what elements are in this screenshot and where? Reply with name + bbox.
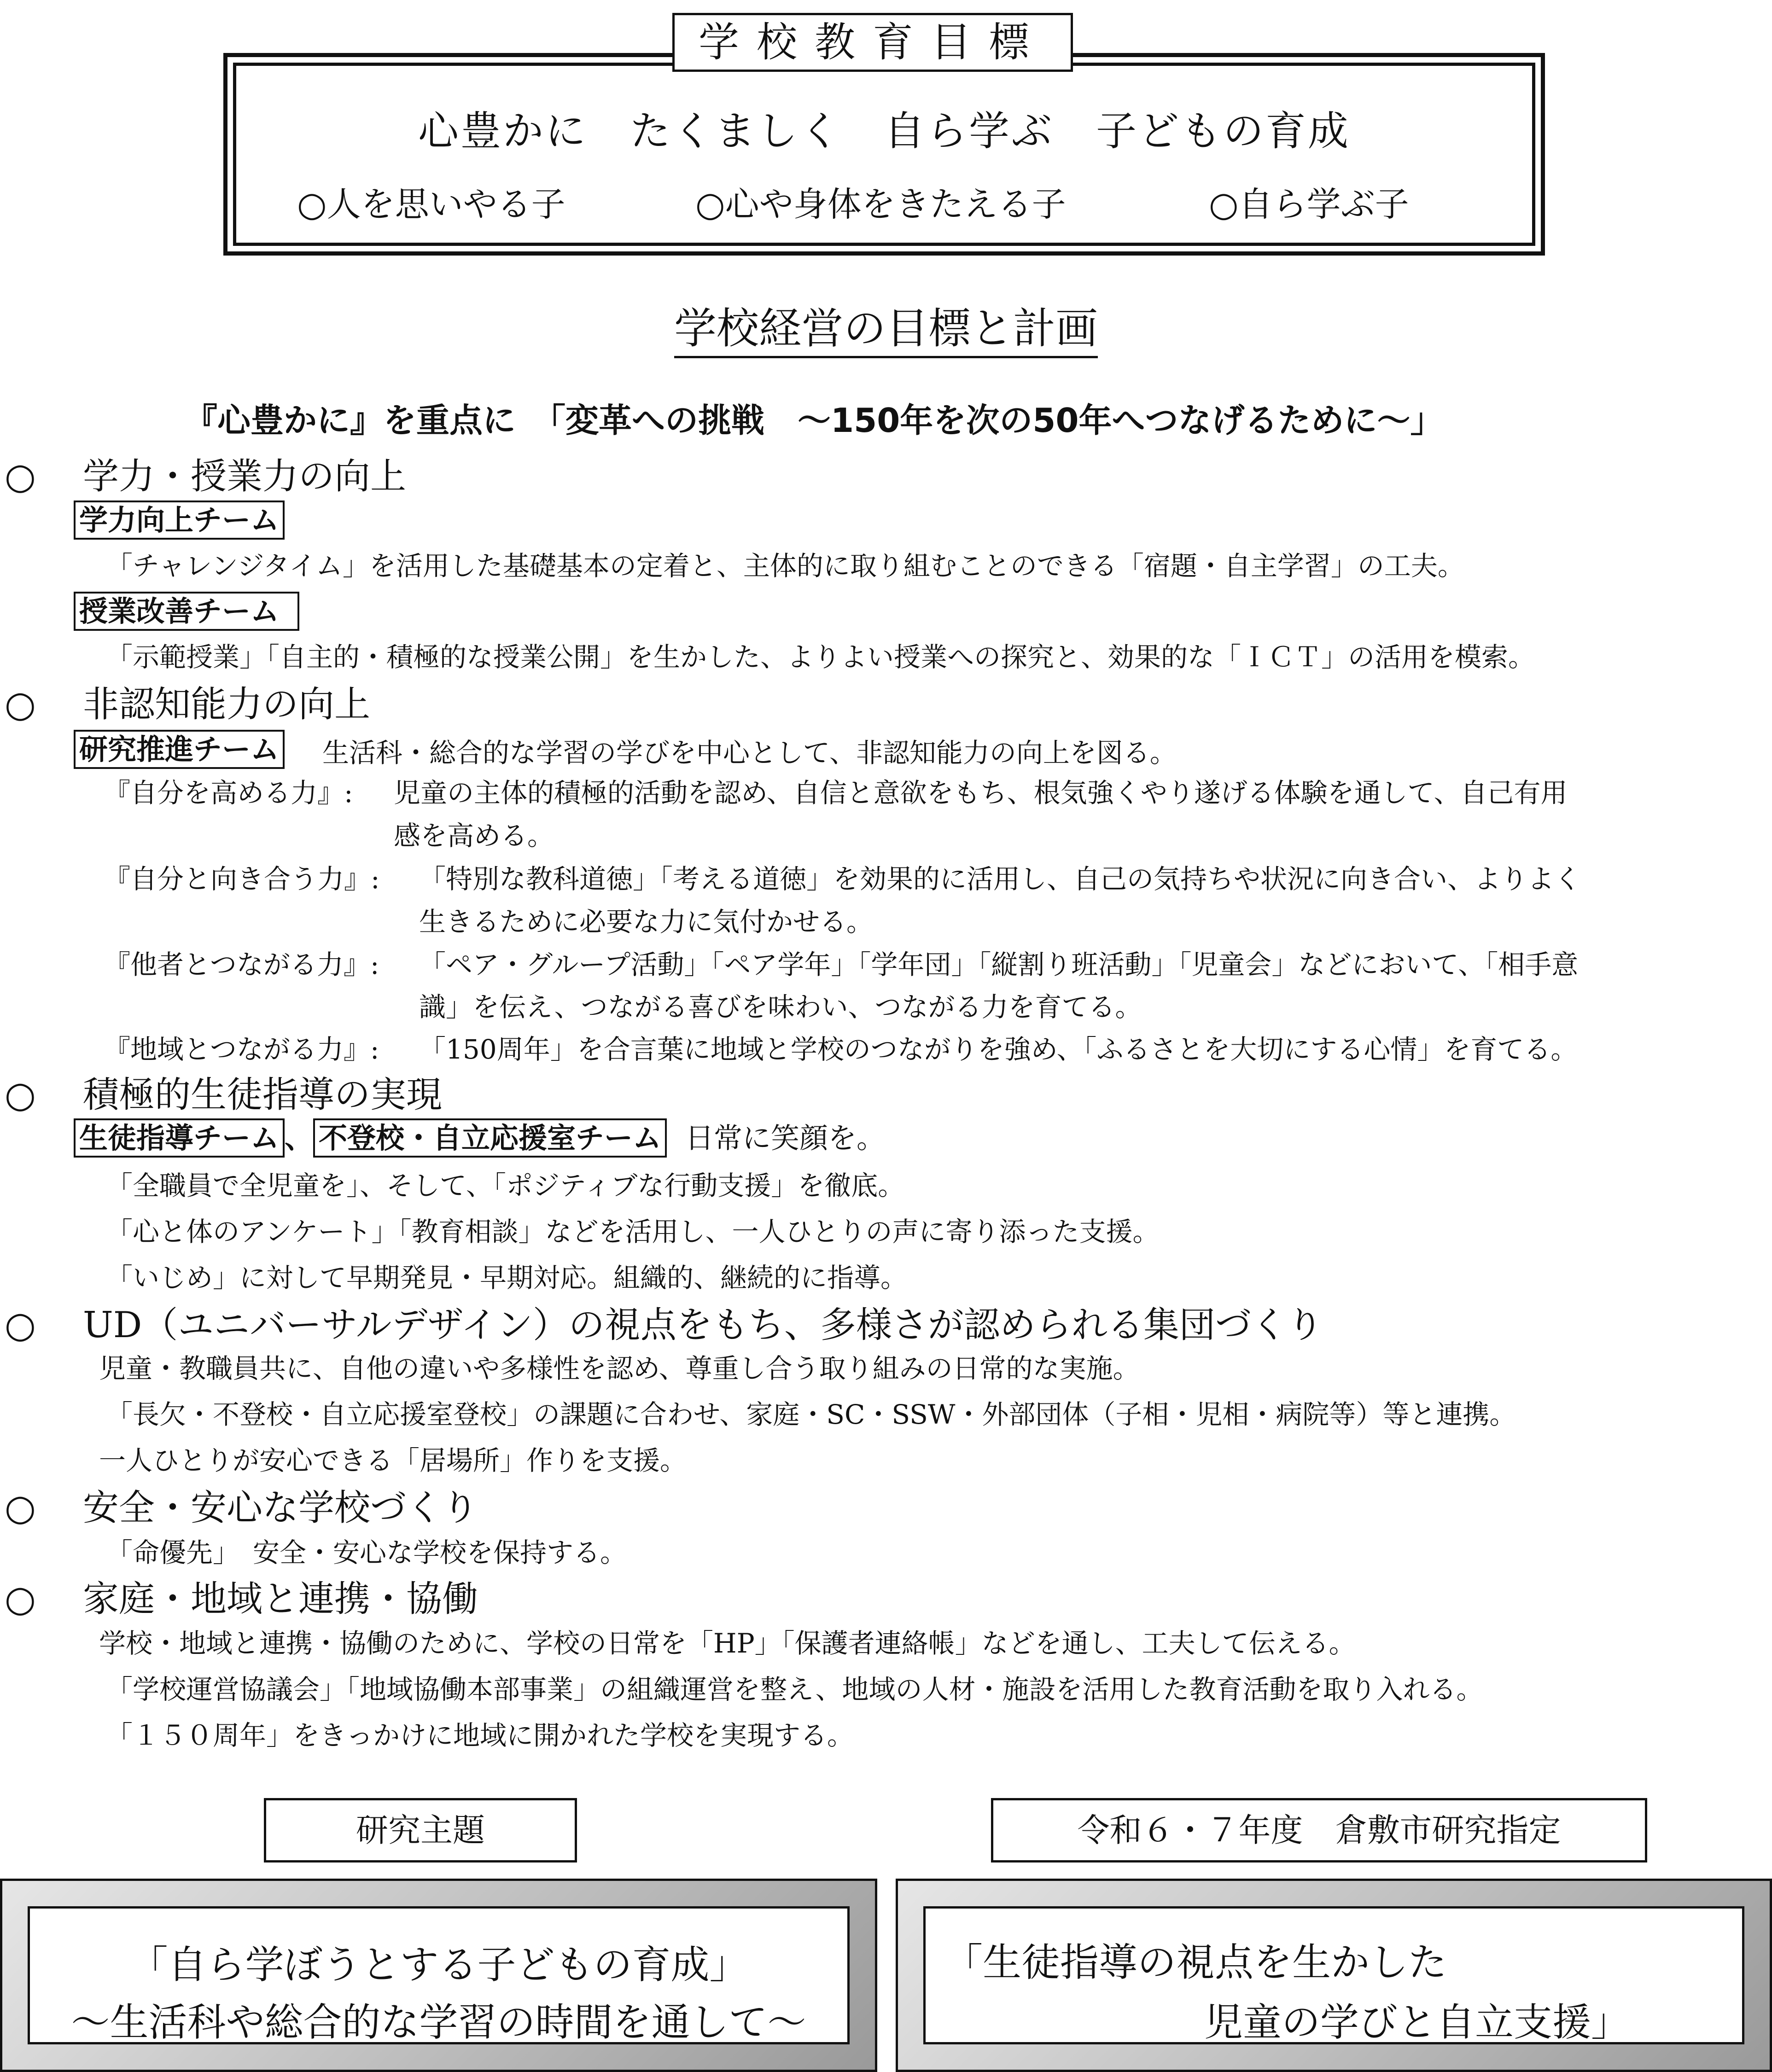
section-safety-line-1: 「命優先」 安全・安心な学校を保持する。	[106, 1537, 627, 1568]
section-guidance	[5, 1066, 442, 1117]
ability-label-1: 『自分を高める力』:	[104, 777, 353, 809]
section-title: 非認知能力の向上	[83, 684, 371, 725]
section-bullet: ○	[5, 1074, 36, 1116]
section-bullet: ○	[5, 1304, 36, 1346]
ability-text-1b: 感を高める。	[394, 820, 554, 851]
ability-label-3: 『他者とつながる力』:	[104, 949, 379, 980]
section-academic-line-2: 「示範授業」「自主的・積極的な授業公開」を生かした、よりよい授業への探究と、効果的な「ＩＣＴ」の活用を模索。	[106, 641, 1535, 673]
section-academic	[5, 448, 406, 499]
school-goal-title: 学校教育目標	[672, 13, 1073, 72]
designation-panel	[923, 1906, 1744, 2044]
section-community	[5, 1570, 478, 1622]
team-academic-improvement	[74, 497, 285, 538]
designation-frame	[896, 1879, 1772, 2072]
designation-line-1: 「生徒指導の視点を生かした	[944, 1940, 1447, 1985]
team-label: 生徒指導チーム	[74, 1118, 285, 1158]
team-label: 研究推進チーム	[74, 730, 285, 769]
section-bullet: ○	[5, 1578, 36, 1620]
team-research-text: 生活科・総合的な学習の学びを中心として、非認知能力の向上を図る。	[322, 737, 1177, 768]
ability-text-3b: 識」を伝え、つながる喜びを味わい、つながる力を育てる。	[419, 991, 1142, 1023]
research-theme-label: 研究主題	[264, 1798, 577, 1862]
section-community-line-3: 「１５０周年」をきっかけに地域に開かれた学校を実現する。	[106, 1720, 854, 1751]
ability-text-1a: 児童の主体的積極的活動を認め、自信と意欲をもち、根気強くやり遂げる体験を通して、自己有用	[394, 777, 1568, 809]
section-safety	[5, 1479, 478, 1531]
section-bullet: ○	[5, 684, 36, 725]
section-community-line-2: 「学校運営協議会」「地域協働本部事業」の組織運営を整え、地域の人材・施設を活用した教育活動を取り入れる。	[106, 1674, 1483, 1705]
section-guidance-line-1: 「全職員で全児童を」、そして、「ポジティブな行動支援」を徹底。	[106, 1170, 905, 1201]
designation-line-2: 児童の学びと自立支援」	[1204, 2000, 1630, 2045]
section-guidance-line-2: 「心と体のアンケート」「教育相談」などを活用し、一人ひとりの声に寄り添った支援。	[106, 1216, 1160, 1247]
section-title: 積極的生徒指導の実現	[83, 1074, 443, 1116]
team-label: 不登校・自立応援室チーム	[313, 1118, 667, 1158]
ability-label-2: 『自分と向き合う力』:	[104, 863, 380, 895]
school-goal-sub-1: ○人を思いやる子	[297, 185, 565, 224]
team-lesson-improvement	[74, 588, 299, 629]
management-theme: 『心豊かに』を重点に 「変革への挑戦 ～150年を次の50年へつなげるために～」	[184, 401, 1444, 440]
section-bullet: ○	[5, 1487, 36, 1529]
section-title: 安全・安心な学校づくり	[83, 1487, 478, 1529]
team-guidance-text: 日常に笑顔を。	[685, 1121, 886, 1155]
team-separator: 、	[285, 1121, 314, 1155]
section-ud-line-1: 児童・教職員共に、自他の違いや多様性を認め、尊重し合う取り組みの日常的な実施。	[99, 1353, 1140, 1384]
section-community-line-1: 学校・地域と連携・協働のために、学校の日常を「HP」「保護者連絡帳」などを通し、工夫して伝える。	[99, 1628, 1356, 1659]
section-ud	[5, 1296, 1323, 1348]
section-bullet: ○	[5, 456, 36, 497]
research-theme-line-1: 「自ら学ぼうとする子どもの育成」	[129, 1942, 748, 1987]
page-heading-text: 学校経営の目標と計画	[674, 304, 1098, 358]
research-theme-line-2: ～生活科や総合的な学習の時間を通して～	[71, 2000, 806, 2045]
page-heading	[0, 295, 1772, 355]
ability-text-4a: 「150周年」を合言葉に地域と学校のつながりを強め、「ふるさとを大切にする心情」を育てる。	[419, 1034, 1578, 1065]
team-research	[74, 727, 285, 768]
section-academic-line-1: 「チャレンジタイム」を活用した基礎基本の定着と、主体的に取り組むことのできる「宿題・自主学習」の工夫。	[106, 550, 1464, 582]
team-guidance-row	[74, 1115, 885, 1156]
research-theme-frame	[0, 1879, 877, 2072]
school-goal-sub-3: ○自ら学ぶ子	[1209, 185, 1409, 224]
section-ud-line-3: 一人ひとりが安心できる「居場所」作りを支援。	[99, 1445, 687, 1476]
research-theme-panel	[28, 1906, 850, 2044]
section-guidance-line-3: 「いじめ」に対して早期発見・早期対応。組織的、継続的に指導。	[106, 1262, 908, 1293]
team-label: 学力向上チーム	[74, 501, 285, 540]
section-title: 家庭・地域と連携・協働	[83, 1578, 478, 1620]
section-noncognitive	[5, 675, 370, 727]
ability-text-3a: 「ペア・グループ活動」「ペア学年」「学年団」「縦割り班活動」「児童会」などにおいて、「相手意	[419, 949, 1579, 980]
section-title: 学力・授業力の向上	[83, 456, 407, 497]
ability-text-2b: 生きるために必要な力に気付かせる。	[419, 906, 874, 937]
school-goal-sub-2: ○心や身体をきたえる子	[695, 185, 1066, 224]
research-designation-label: 令和６・７年度 倉敷市研究指定	[991, 1798, 1647, 1862]
section-ud-line-2: 「長欠・不登校・自立応援室登校」の課題に合わせ、家庭・SC・SSW・外部団体（子相・児相・病院等）等と連携。	[106, 1399, 1516, 1430]
team-label: 授業改善チーム	[74, 592, 299, 631]
school-goal-main: 心豊かに たくましく 自ら学ぶ 子どもの育成	[418, 107, 1350, 155]
ability-text-2a: 「特別な教科道徳」「考える道徳」を効果的に活用し、自己の気持ちや状況に向き合い、よりよく	[419, 863, 1581, 895]
ability-label-4: 『地域とつながる力』:	[104, 1034, 379, 1065]
section-title: UD（ユニバーサルデザイン）の視点をもち、多様さが認められる集団づくり	[83, 1304, 1323, 1346]
